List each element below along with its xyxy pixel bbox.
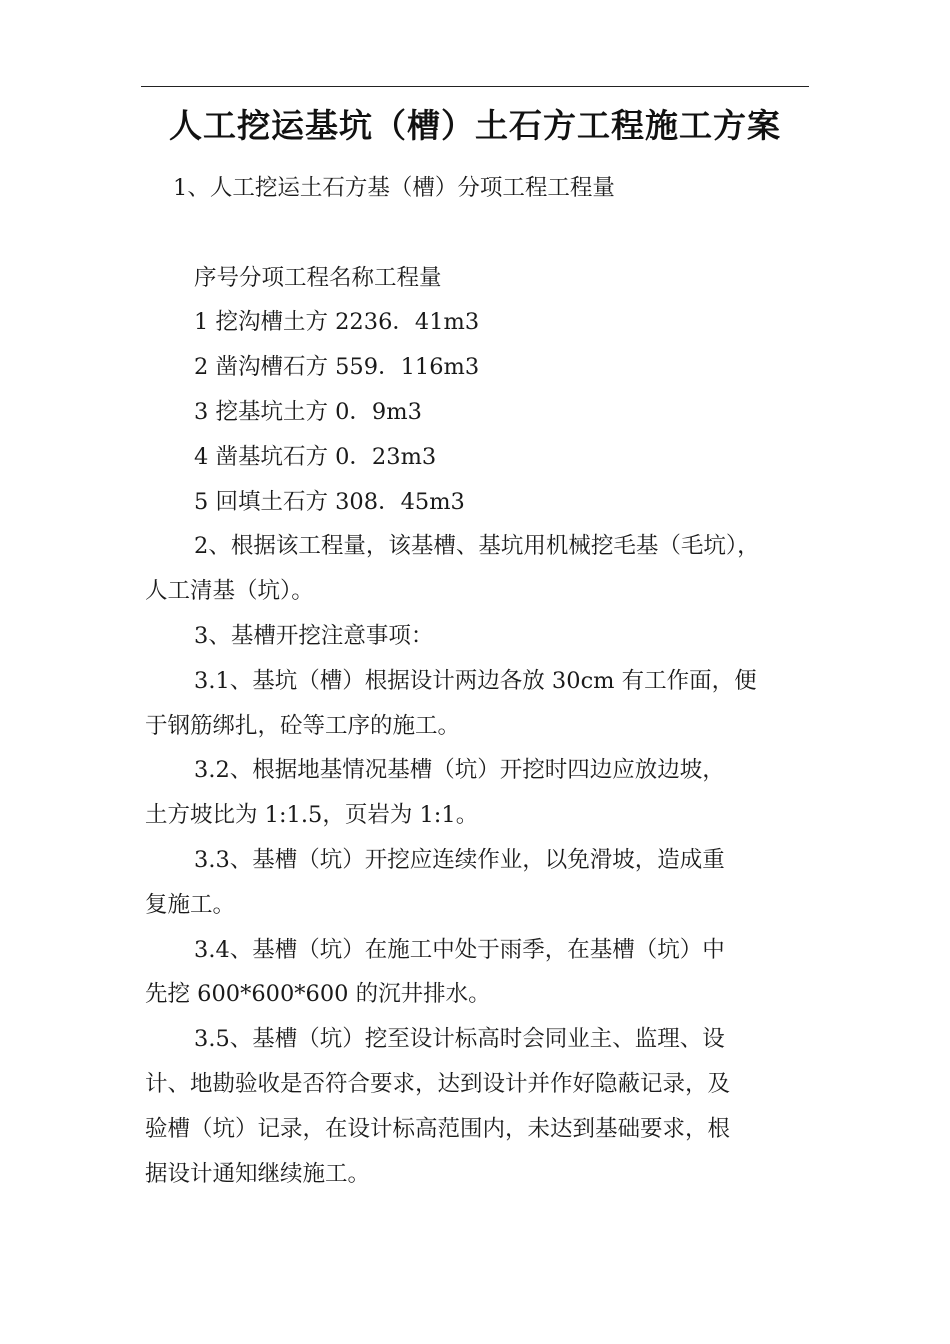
item-3-5-line: 验槽（坑）记录，在设计标高范围内，未达到基础要求，根 <box>145 1115 731 1142</box>
header-rule <box>141 86 809 87</box>
quantity-row: 3 挖基坑土方 0．9m3 <box>194 398 422 425</box>
quantity-row: 5 回填土石方 308．45m3 <box>194 488 465 515</box>
item-3-5-line: 计、地勘验收是否符合要求，达到设计并作好隐蔽记录，及 <box>145 1070 731 1097</box>
item-3-2-line: 土方坡比为 1:1.5，页岩为 1:1。 <box>145 802 479 829</box>
item-3-1-line: 于钢筋绑扎，砼等工序的施工。 <box>145 712 461 739</box>
item-3-4-line: 先挖 600*600*600 的沉井排水。 <box>145 981 491 1008</box>
document-body <box>145 166 820 1196</box>
section-3-heading: 3、基槽开挖注意事项： <box>194 622 434 649</box>
item-3-1-line: 3.1、基坑（槽）根据设计两边各放 30cm 有工作面，便 <box>194 667 757 694</box>
quantity-row: 4 凿基坑石方 0．23m3 <box>194 443 437 470</box>
section-1-heading: 1、人工挖运土石方基（槽）分项工程工程量 <box>173 175 615 201</box>
quantity-row: 2 凿沟槽石方 559．116m3 <box>194 354 480 381</box>
item-3-2-line: 3.2、根据地基情况基槽（坑）开挖时四边应放边坡， <box>194 757 725 784</box>
document-title: 人工挖运基坑（槽）土石方工程施工方案 <box>169 106 781 145</box>
quantity-table-header: 序号分项工程名称工程量 <box>194 264 442 291</box>
item-3-5-line: 3.5、基槽（坑）挖至设计标高时会同业主、监理、设 <box>194 1026 725 1053</box>
paragraph-2-line: 人工清基（坑）。 <box>145 578 314 605</box>
item-3-3-line: 复施工。 <box>145 891 236 918</box>
blank-line <box>145 211 820 256</box>
quantity-row: 1 挖沟槽土方 2236．41m3 <box>194 309 480 336</box>
item-3-4-line: 3.4、基槽（坑）在施工中处于雨季，在基槽（坑）中 <box>194 936 725 963</box>
item-3-5-line: 据设计通知继续施工。 <box>145 1160 371 1187</box>
paragraph-2-line: 2、根据该工程量，该基槽、基坑用机械挖毛基（毛坑）， <box>194 533 760 560</box>
item-3-3-line: 3.3、基槽（坑）开挖应连续作业，以免滑坡，造成重 <box>194 846 725 873</box>
